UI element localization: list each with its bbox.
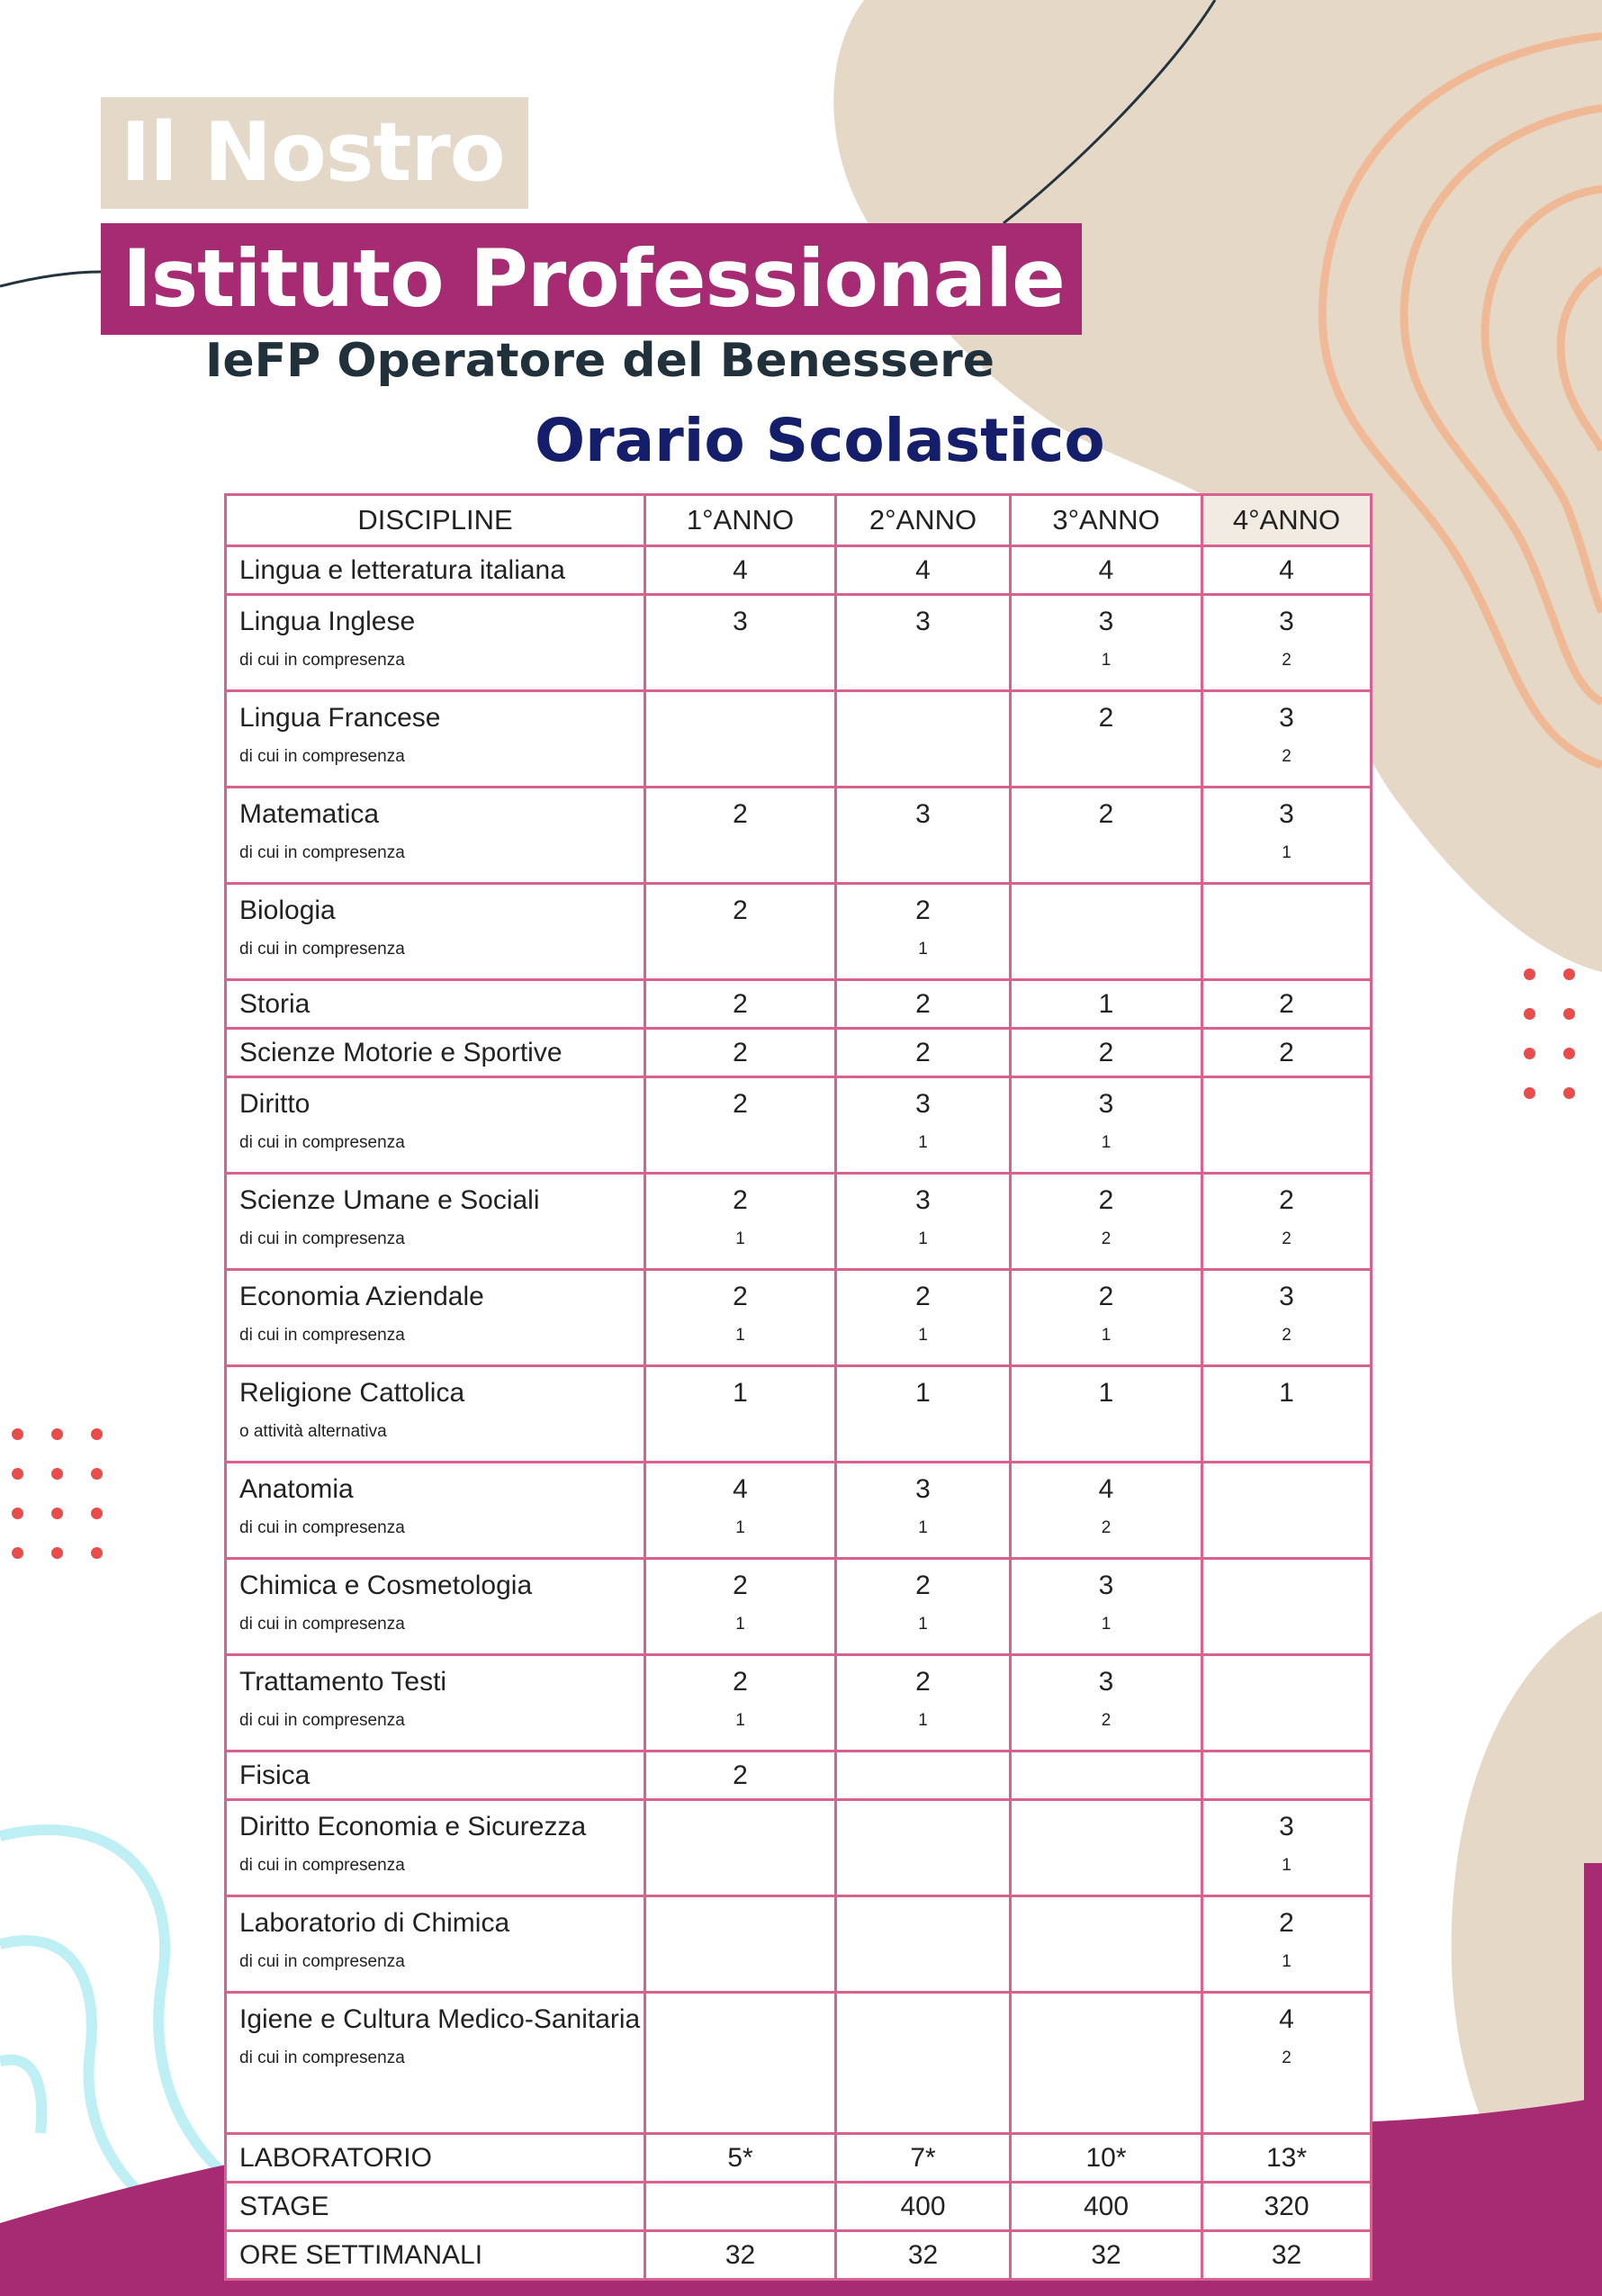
table-row <box>226 1655 1372 1751</box>
hours-cell-year-4 <box>1202 1896 1372 1993</box>
hours-cell-year-3 <box>1011 1463 1202 1559</box>
hours-cell-year-4 <box>1202 2183 1372 2231</box>
hours-cell-year-2 <box>836 1270 1011 1366</box>
subject-note: di cui in compresenza <box>239 940 405 959</box>
subject-name: Fisica <box>239 1760 310 1790</box>
hours-value: 3 <box>915 799 931 829</box>
subject-note: di cui in compresenza <box>239 651 405 670</box>
compresenza-value: 1 <box>918 1229 928 1248</box>
hours-cell-year-3 <box>1011 1751 1202 1800</box>
subject-cell <box>226 1559 645 1655</box>
subject-note: di cui in compresenza <box>239 1856 405 1875</box>
hours-cell-year-3 <box>1011 1896 1202 1993</box>
compresenza-value: 1 <box>1101 1326 1112 1345</box>
subject-cell <box>226 1463 645 1559</box>
compresenza-value: 2 <box>1101 1518 1112 1537</box>
hours-cell-year-2 <box>836 884 1011 980</box>
hours-value: 2 <box>1279 1185 1294 1215</box>
hours-cell-year-4 <box>1202 1463 1372 1559</box>
subject-cell <box>226 1077 645 1174</box>
hours-cell-year-3 <box>1011 2231 1202 2280</box>
subject-note: di cui in compresenza <box>239 1326 405 1345</box>
hours-cell-year-3 <box>1011 2183 1202 2231</box>
hours-value: 1 <box>733 1378 748 1408</box>
compresenza-value: 2 <box>1282 651 1292 670</box>
hours-cell-year-2 <box>836 788 1011 884</box>
hours-cell-year-1 <box>645 2134 836 2183</box>
compresenza-value: 2 <box>1282 1229 1292 1248</box>
subject-name: Scienze Umane e Sociali <box>239 1185 540 1215</box>
subject-name: Matematica <box>239 799 380 829</box>
hours-cell-year-2 <box>836 1463 1011 1559</box>
hours-cell-year-2 <box>836 1751 1011 1800</box>
table-row <box>226 980 1372 1029</box>
hours-value: 2 <box>733 1185 748 1215</box>
hours-value: 3 <box>915 1089 931 1119</box>
hours-cell-year-1 <box>645 1751 836 1800</box>
hours-value: 4 <box>1098 1474 1114 1504</box>
hours-cell-year-3 <box>1011 1993 1202 2134</box>
hours-cell-year-2 <box>836 546 1011 595</box>
hours-value: 2 <box>915 1037 931 1067</box>
hours-cell-year-3 <box>1011 884 1202 980</box>
beige-blob-bottom-right <box>1452 1611 1602 2178</box>
hours-cell-year-3 <box>1011 980 1202 1029</box>
compresenza-value: 1 <box>918 1711 928 1730</box>
subject-name: Biologia <box>239 896 336 925</box>
compresenza-value: 1 <box>735 1518 745 1537</box>
thin-line-left <box>0 272 101 286</box>
header-year-1: 1°ANNO <box>645 495 836 546</box>
subject-name: Lingua Inglese <box>239 607 416 636</box>
table-row <box>226 1896 1372 1993</box>
hours-value: 3 <box>1279 1282 1294 1311</box>
hours-value: 2 <box>1098 1282 1114 1311</box>
subject-name: Storia <box>239 988 310 1019</box>
hours-value: 3 <box>915 607 931 636</box>
hours-value: 2 <box>915 1571 931 1600</box>
hours-value: 7* <box>910 2142 936 2173</box>
compresenza-value: 1 <box>918 1518 928 1537</box>
hours-cell-year-1 <box>645 788 836 884</box>
hours-cell-year-1 <box>645 1800 836 1896</box>
hours-value: 2 <box>1098 703 1114 733</box>
compresenza-value: 1 <box>918 1133 928 1152</box>
hours-cell-year-4 <box>1202 1559 1372 1655</box>
hours-value: 4 <box>1098 554 1114 585</box>
table-row <box>226 2183 1372 2231</box>
subject-cell <box>226 691 645 788</box>
subject-cell <box>226 1800 645 1896</box>
hours-cell-year-4 <box>1202 1751 1372 1800</box>
hours-cell-year-2 <box>836 1077 1011 1174</box>
hours-cell-year-1 <box>645 884 836 980</box>
hours-value: 2 <box>733 1037 748 1067</box>
hours-value: 4 <box>915 554 931 585</box>
hours-value: 2 <box>733 988 748 1019</box>
table-row <box>226 1270 1372 1366</box>
compresenza-value: 1 <box>918 1326 928 1345</box>
subject-name: Lingua e letteratura italiana <box>239 554 565 585</box>
hours-cell-year-2 <box>836 1655 1011 1751</box>
hours-cell-year-3 <box>1011 1029 1202 1077</box>
table-header-row <box>226 495 1372 546</box>
hours-value: 2 <box>1279 988 1294 1019</box>
hours-value: 4 <box>1279 2004 1294 2034</box>
hours-value: 4 <box>733 554 748 585</box>
hours-value: 2 <box>733 1571 748 1600</box>
hours-value: 2 <box>733 896 748 925</box>
hours-cell-year-3 <box>1011 1559 1202 1655</box>
table-row <box>226 884 1372 980</box>
hours-cell-year-1 <box>645 980 836 1029</box>
subject-cell <box>226 788 645 884</box>
hours-value: 3 <box>915 1185 931 1215</box>
compresenza-value: 1 <box>1282 1952 1292 1971</box>
hours-cell-year-1 <box>645 1174 836 1270</box>
subject-note: di cui in compresenza <box>239 1518 405 1537</box>
subject-name: Scienze Motorie e Sportive <box>239 1037 562 1067</box>
subject-cell <box>226 546 645 595</box>
compresenza-value: 1 <box>1282 843 1292 862</box>
hours-cell-year-2 <box>836 1896 1011 1993</box>
hours-value: 2 <box>915 1667 931 1697</box>
hours-value: 1 <box>1098 1378 1114 1408</box>
hours-value: 1 <box>1279 1378 1294 1408</box>
hours-cell-year-4 <box>1202 884 1372 980</box>
subject-cell <box>226 1366 645 1463</box>
subject-name: Igiene e Cultura Medico-Sanitaria <box>239 2004 641 2034</box>
subject-name: Trattamento Testi <box>239 1667 447 1697</box>
hours-value: 2 <box>733 799 748 829</box>
hours-value: 2 <box>733 1760 748 1790</box>
compresenza-value: 1 <box>735 1326 745 1345</box>
hours-cell-year-4 <box>1202 1174 1372 1270</box>
hours-value: 32 <box>724 2239 756 2270</box>
schedule-table <box>224 493 1372 2281</box>
hours-cell-year-1 <box>645 1029 836 1077</box>
hours-cell-year-2 <box>836 1029 1011 1077</box>
table-row <box>226 1751 1372 1800</box>
hours-value: 10* <box>1085 2142 1127 2173</box>
compresenza-value: 2 <box>1282 747 1292 766</box>
hours-value: 3 <box>1098 1089 1114 1119</box>
hours-cell-year-2 <box>836 1993 1011 2134</box>
subject-name: Diritto Economia e Sicurezza <box>239 1812 587 1841</box>
table-row <box>226 1174 1372 1270</box>
hours-value: 3 <box>1098 607 1114 636</box>
hours-value: 1 <box>1098 988 1114 1019</box>
hours-cell-year-3 <box>1011 1174 1202 1270</box>
hours-cell-year-2 <box>836 1800 1011 1896</box>
subject-cell <box>226 1174 645 1270</box>
hours-cell-year-2 <box>836 595 1011 691</box>
hours-value: 4 <box>1279 554 1294 585</box>
compresenza-value: 1 <box>735 1711 745 1730</box>
compresenza-value: 1 <box>735 1615 745 1634</box>
hours-cell-year-2 <box>836 1366 1011 1463</box>
subject-cell <box>226 1655 645 1751</box>
subject-note: di cui in compresenza <box>239 1711 405 1730</box>
hours-cell-year-1 <box>645 1270 836 1366</box>
subject-note: di cui in compresenza <box>239 843 405 862</box>
compresenza-value: 2 <box>1101 1711 1112 1730</box>
dot-grid-left <box>12 1428 111 1563</box>
table-row <box>226 546 1372 595</box>
hours-value: 5* <box>727 2142 753 2173</box>
hours-cell-year-4 <box>1202 1029 1372 1077</box>
compresenza-value: 1 <box>918 940 928 959</box>
hours-cell-year-3 <box>1011 1800 1202 1896</box>
hours-cell-year-4 <box>1202 2134 1372 2183</box>
hours-value: 2 <box>1098 799 1114 829</box>
hours-value: 3 <box>1279 1812 1294 1841</box>
hours-cell-year-1 <box>645 2231 836 2280</box>
subject-cell <box>226 2231 645 2280</box>
subject-name: Economia Aziendale <box>239 1282 484 1311</box>
compresenza-value: 1 <box>1101 651 1112 670</box>
hours-cell-year-4 <box>1202 1270 1372 1366</box>
hours-cell-year-3 <box>1011 595 1202 691</box>
hours-cell-year-3 <box>1011 1270 1202 1366</box>
hours-value: 32 <box>907 2239 939 2270</box>
hours-cell-year-3 <box>1011 1366 1202 1463</box>
subject-cell <box>226 1751 645 1800</box>
hours-cell-year-1 <box>645 1655 836 1751</box>
subject-cell <box>226 2183 645 2231</box>
header-discipline: DISCIPLINE <box>226 495 645 546</box>
hours-value: 2 <box>1098 1185 1114 1215</box>
hours-cell-year-2 <box>836 980 1011 1029</box>
compresenza-value: 1 <box>918 1615 928 1634</box>
hours-value: 2 <box>733 1667 748 1697</box>
hours-cell-year-4 <box>1202 788 1372 884</box>
subject-note: di cui in compresenza <box>239 1952 405 1971</box>
hours-value: 4 <box>733 1474 748 1504</box>
header-year-2: 2°ANNO <box>836 495 1011 546</box>
table-row <box>226 2134 1372 2183</box>
compresenza-value: 2 <box>1282 1326 1292 1345</box>
hours-value: 2 <box>915 988 931 1019</box>
hours-cell-year-4 <box>1202 1366 1372 1463</box>
subject-name: Anatomia <box>239 1474 354 1504</box>
header-year-4: 4°ANNO <box>1202 495 1372 546</box>
subject-note: di cui in compresenza <box>239 1229 405 1248</box>
hours-cell-year-3 <box>1011 1655 1202 1751</box>
hours-cell-year-3 <box>1011 788 1202 884</box>
compresenza-value: 1 <box>1282 1856 1292 1875</box>
subject-name: Lingua Francese <box>239 703 441 733</box>
hours-value: 2 <box>1098 1037 1114 1067</box>
table-row <box>226 1993 1372 2134</box>
hours-value: 400 <box>900 2191 946 2221</box>
subject-name: ORE SETTIMANALI <box>239 2239 483 2270</box>
subject-cell <box>226 1993 645 2134</box>
compresenza-value: 2 <box>1282 2048 1292 2067</box>
table-row <box>226 1029 1372 1077</box>
subject-note: di cui in compresenza <box>239 2048 405 2067</box>
subject-name: Laboratorio di Chimica <box>239 1908 510 1938</box>
subject-cell <box>226 1270 645 1366</box>
subject-name: Diritto <box>239 1089 310 1119</box>
hours-value: 13* <box>1265 2142 1308 2173</box>
hours-value: 3 <box>1098 1571 1114 1600</box>
table-row <box>226 2231 1372 2280</box>
hours-cell-year-4 <box>1202 1655 1372 1751</box>
header-year-3: 3°ANNO <box>1011 495 1202 546</box>
hours-value: 2 <box>733 1282 748 1311</box>
hours-cell-year-4 <box>1202 691 1372 788</box>
hours-value: 3 <box>1279 703 1294 733</box>
hours-value: 3 <box>733 607 748 636</box>
hours-cell-year-4 <box>1202 1077 1372 1174</box>
hours-cell-year-3 <box>1011 2134 1202 2183</box>
title-il-nostro: Il Nostro <box>101 97 528 209</box>
subject-note: di cui in compresenza <box>239 1133 405 1152</box>
table-row <box>226 1077 1372 1174</box>
hours-cell-year-1 <box>645 1463 836 1559</box>
hours-value: 2 <box>1279 1037 1294 1067</box>
subject-name: STAGE <box>239 2191 329 2221</box>
hours-value: 2 <box>915 896 931 925</box>
subject-cell <box>226 980 645 1029</box>
subject-name: Religione Cattolica <box>239 1378 465 1408</box>
hours-cell-year-2 <box>836 691 1011 788</box>
compresenza-value: 1 <box>735 1229 745 1248</box>
hours-cell-year-1 <box>645 1559 836 1655</box>
hours-cell-year-1 <box>645 1993 836 2134</box>
subject-note: o attività alternativa <box>239 1422 387 1441</box>
table-row <box>226 1559 1372 1655</box>
hours-cell-year-4 <box>1202 1800 1372 1896</box>
hours-value: 2 <box>1279 1908 1294 1938</box>
hours-cell-year-1 <box>645 1896 836 1993</box>
table-row <box>226 691 1372 788</box>
subtitle-iefp: IeFP Operatore del Benessere <box>205 334 995 388</box>
hours-cell-year-4 <box>1202 595 1372 691</box>
hours-value: 400 <box>1083 2191 1130 2221</box>
subject-cell <box>226 2134 645 2183</box>
hours-cell-year-2 <box>836 2134 1011 2183</box>
hours-cell-year-1 <box>645 546 836 595</box>
hours-cell-year-4 <box>1202 1993 1372 2134</box>
compresenza-value: 1 <box>1101 1615 1112 1634</box>
hours-cell-year-4 <box>1202 980 1372 1029</box>
compresenza-value: 1 <box>1101 1133 1112 1152</box>
hours-value: 2 <box>915 1282 931 1311</box>
table-row <box>226 1800 1372 1896</box>
hours-cell-year-1 <box>645 595 836 691</box>
compresenza-value: 2 <box>1101 1229 1112 1248</box>
hours-cell-year-2 <box>836 1174 1011 1270</box>
subject-name: Chimica e Cosmetologia <box>239 1571 533 1600</box>
table-row <box>226 1366 1372 1463</box>
subject-cell <box>226 884 645 980</box>
hours-cell-year-2 <box>836 2183 1011 2231</box>
hours-value: 2 <box>733 1089 748 1119</box>
hours-cell-year-1 <box>645 691 836 788</box>
hours-cell-year-3 <box>1011 1077 1202 1174</box>
dot-grid-right <box>1524 968 1596 1094</box>
hours-cell-year-2 <box>836 2231 1011 2280</box>
hours-value: 1 <box>915 1378 931 1408</box>
hours-cell-year-1 <box>645 1077 836 1174</box>
subject-cell <box>226 595 645 691</box>
hours-cell-year-1 <box>645 1366 836 1463</box>
hours-value: 3 <box>1098 1667 1114 1697</box>
table-row <box>226 595 1372 691</box>
table-row <box>226 1463 1372 1559</box>
subject-name: LABORATORIO <box>239 2142 432 2173</box>
subject-note: di cui in compresenza <box>239 1615 405 1634</box>
hours-cell-year-4 <box>1202 546 1372 595</box>
subject-cell <box>226 1896 645 1993</box>
table-row <box>226 788 1372 884</box>
heading-orario-scolastico: Orario Scolastico <box>535 406 1105 475</box>
hours-cell-year-1 <box>645 2183 836 2231</box>
hours-value: 3 <box>1279 799 1294 829</box>
hours-value: 32 <box>1091 2239 1121 2270</box>
title-istituto-professionale: Istituto Professionale <box>101 223 1082 335</box>
hours-cell-year-2 <box>836 1559 1011 1655</box>
hours-value: 32 <box>1271 2239 1302 2270</box>
hours-value: 3 <box>1279 607 1294 636</box>
hours-cell-year-3 <box>1011 546 1202 595</box>
hours-value: 3 <box>915 1474 931 1504</box>
hours-value: 320 <box>1264 2191 1310 2221</box>
hours-cell-year-4 <box>1202 2231 1372 2280</box>
subject-note: di cui in compresenza <box>239 747 405 766</box>
subject-cell <box>226 1029 645 1077</box>
hours-cell-year-3 <box>1011 691 1202 788</box>
